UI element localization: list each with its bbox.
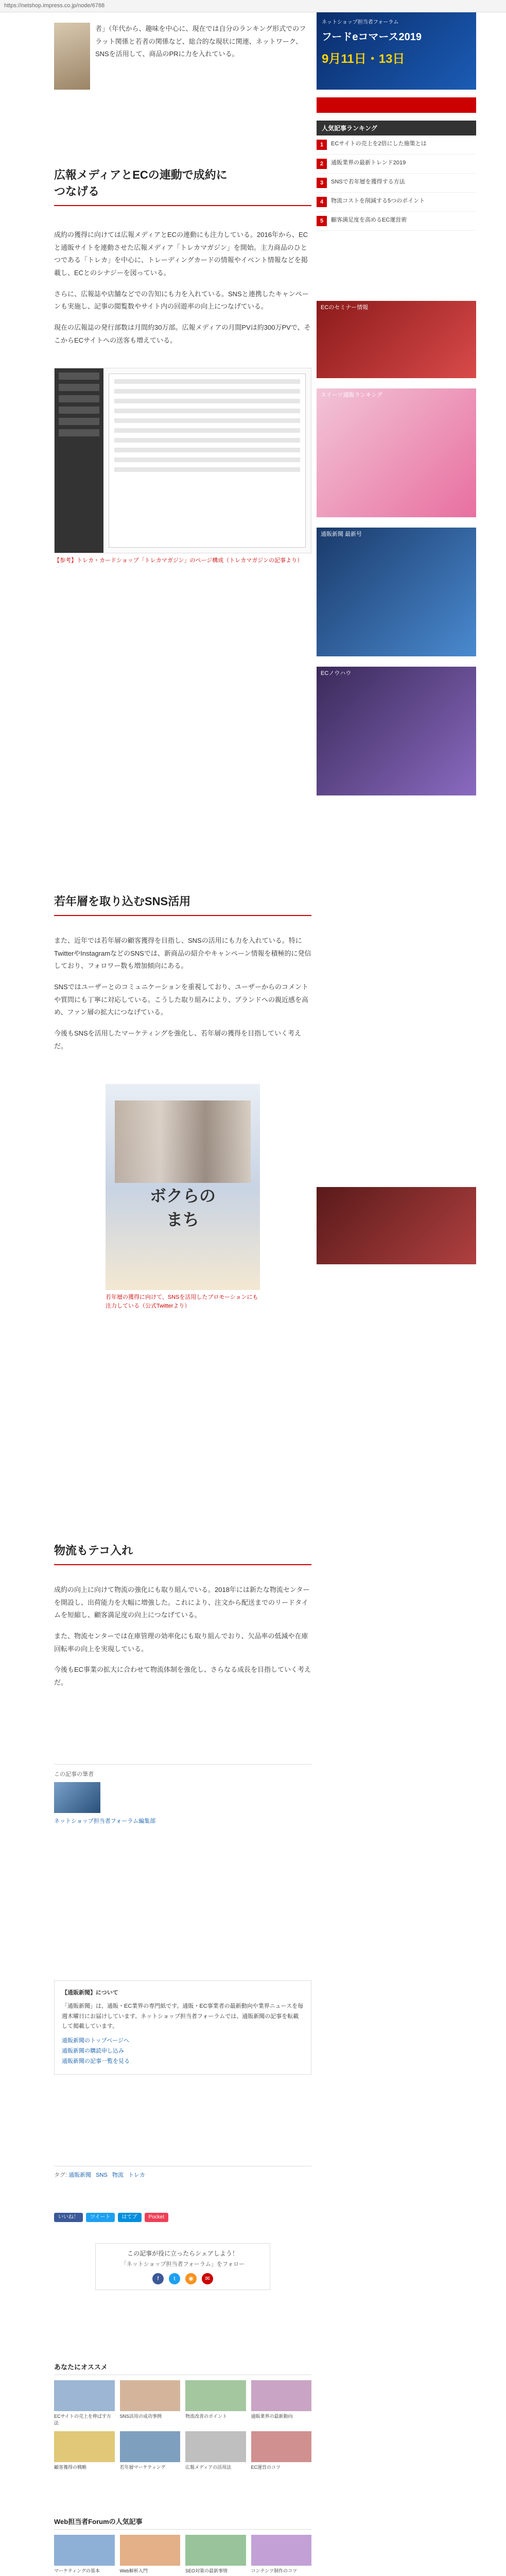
sidebar-ad-2[interactable]: スイーツ通販ランキング — [317, 388, 476, 517]
popular-item[interactable]: Web解析入門 — [120, 2535, 181, 2574]
ranking-item[interactable]: 1 ECサイトの売上を2倍にした施策とは — [317, 135, 476, 155]
sidebar-ad-5[interactable] — [317, 1187, 476, 1264]
recommend-item[interactable]: 若年層マーケティング — [120, 2431, 181, 2471]
publication-note — [54, 1980, 311, 2075]
ranking-title: 人気記事ランキング — [317, 121, 476, 135]
recommend-item[interactable]: SNS活用の成功事例 — [120, 2380, 181, 2426]
facebook-like-button[interactable]: いいね！ — [54, 2213, 83, 2222]
follow-box — [95, 2243, 270, 2290]
paragraph: また、物流センターでは在庫管理の効率化にも取り組んでおり、欠品率の低減や在庫回転率の向上を実現している。 — [54, 1632, 308, 1653]
sidebar-ad-1[interactable]: ECのセミナー情報 — [317, 301, 476, 378]
tag-link[interactable]: 通販新聞 — [68, 2172, 92, 2178]
author-name-link[interactable]: ネットショップ担当者フォーラム編集部 — [54, 1818, 156, 1824]
ranking-item[interactable]: 3 SNSで若年層を獲得する方法 — [317, 174, 476, 193]
banner-sub: フードeコマース2019 — [322, 31, 422, 43]
popular-item[interactable]: コンテンツ制作のコツ — [251, 2535, 312, 2574]
paragraph: 成約の向上に向けて物流の強化にも取り組んでいる。2018年には新たな物流センターを開設し、出荷能力を大幅に増強した。これにより、注文から配送までのリードタイムを短縮し、顧客満足度の向上につなげている。 — [54, 1586, 310, 1619]
recommend-item[interactable]: 顧客獲得の戦略 — [54, 2431, 115, 2471]
note-body: 「通販新聞」は、通販・EC業界の専門紙です。通販・EC事業者の最新動向や業界ニュースを毎週木曜日にお届けしています。ネットショップ担当者フォーラムでは、通販新聞の記事を転載して掲載しています。 — [62, 2003, 304, 2030]
ranking-box — [317, 121, 476, 231]
ranking-item[interactable]: 5 顧客満足度を高めるEC運営術 — [317, 212, 476, 231]
sidebar-ad-3[interactable]: 通販新聞 最新号 — [317, 528, 476, 656]
section1-title-line1: 広報メディアとECの連動で成約に — [54, 168, 228, 181]
grid-title: Web担当者Forumの人気記事 — [54, 2516, 311, 2530]
mock-sidebar — [55, 368, 103, 553]
follow-sub: 「ネットショップ担当者フォーラム」をフォロー — [120, 2261, 245, 2267]
thumbs — [54, 2380, 311, 2471]
recommend-item[interactable]: EC運営のコツ — [251, 2431, 312, 2471]
section1-caption: 【参考】トレカ・カードショップ「トレカマガジン」のページ構成（トレカマガジンの記事より） — [54, 557, 303, 564]
intro-text: 者」（年代から、趣味を中心に、現在では自分のランキング形式でのフラット関係と若者の関係など、総合的な現状に関連、ネットワーク、SNSを活用して、商品のPRに力を入れている。 — [95, 25, 306, 58]
recommend-item[interactable]: ECサイトの売上を伸ばす方法 — [54, 2380, 115, 2426]
tag-link[interactable]: SNS — [96, 2172, 108, 2178]
intro-image — [54, 23, 90, 90]
thumbs — [54, 2535, 311, 2574]
tag-link[interactable]: 物流 — [112, 2172, 124, 2178]
author-avatar[interactable] — [54, 1782, 100, 1813]
recommend-item[interactable]: 物流改善のポイント — [185, 2380, 246, 2426]
sidebar-ad-4[interactable]: ECノウハウ — [317, 667, 476, 795]
tweet-button[interactable]: ツイート — [86, 2213, 115, 2222]
popular-item[interactable]: マーケティングの基本 — [54, 2535, 115, 2574]
page — [0, 12, 506, 2576]
note-links — [62, 2036, 304, 2066]
section1-screenshot — [54, 368, 311, 553]
browser-url-bar[interactable] — [0, 0, 506, 12]
twitter-icon[interactable]: t — [169, 2273, 180, 2284]
poster-title: ボクらのまち — [149, 1185, 216, 1229]
popular-grid-webtan — [54, 2516, 311, 2574]
recommend-item[interactable]: 通販業界の最新動向 — [251, 2380, 312, 2426]
note-link[interactable]: 通販新聞のトップページへ — [62, 2038, 130, 2044]
paragraph: また、近年では若年層の顧客獲得を目指し、SNSの活用にも力を入れている。特にTwitterやInstagramなどのSNSでは、新商品の紹介やキャンペーン情報を積極的に発信しており、フォロワー数も増加傾向にある。 — [54, 937, 311, 970]
ranking-item[interactable]: 4 物流コストを削減する5つのポイント — [317, 193, 476, 212]
banner-title: ネットショップ担当者フォーラム — [322, 20, 399, 25]
intro-block — [54, 23, 311, 61]
paragraph: SNSではユーザーとのコミュニケーションを重視しており、ユーザーからのコメントや質問にも丁寧に対応している。こうした取り組みにより、ブランドへの親近感を高め、ファン層の拡大につなげている。 — [54, 983, 309, 1016]
share-row — [54, 2212, 311, 2223]
recommend-item[interactable]: 広報メディアの活用法 — [185, 2431, 246, 2471]
url-text: https://netshop.impress.co.jp/node/6788 — [4, 3, 105, 9]
follow-icons — [101, 2273, 265, 2284]
section2-body — [54, 935, 311, 1311]
follow-title: この記事が役に立ったらシェアしよう！ — [127, 2250, 238, 2257]
rss-icon[interactable]: ◉ — [185, 2273, 197, 2284]
note-link[interactable]: 通販新聞の記事一覧を見る — [62, 2058, 130, 2064]
ranking-item[interactable]: 2 通販業界の最新トレンド2019 — [317, 155, 476, 174]
section2-caption: 若年層の獲得に向けて、SNSを活用したプロモーションにも注力している（公式Twitterより） — [106, 1294, 258, 1310]
tags-label: タグ: — [54, 2172, 67, 2178]
paragraph: 成約の獲得に向けては広報メディアとECの連動にも注力している。2016年から、ECと通販サイトを連動させた広報メディア「トレカマガジン」を開始。主力商品のひとつである「トレカ」を中心に、トレーディングカードの情報やイベント情報などを掲載し、ECとのシナジーを図っている。 — [54, 231, 308, 277]
section2-poster — [106, 1084, 260, 1290]
section3-body — [54, 1584, 311, 1698]
popular-item[interactable]: SEO対策の最新事情 — [185, 2535, 246, 2574]
note-title: 【通販新聞】について — [62, 1990, 118, 1996]
pocket-button[interactable]: Pocket — [145, 2213, 169, 2222]
facebook-icon[interactable]: f — [152, 2273, 164, 2284]
poster-photo — [115, 1100, 251, 1183]
paragraph: 今後もSNSを活用したマーケティングを強化し、若年層の獲得を目指していく考えだ。 — [54, 1029, 302, 1050]
author-box — [54, 1764, 311, 1826]
section1-title-line2: つなげる — [54, 184, 100, 198]
tag-link[interactable]: トレカ — [128, 2172, 145, 2178]
sidebar-event-banner[interactable] — [317, 12, 476, 90]
section1-body — [54, 229, 311, 565]
sidebar-red-strip[interactable] — [317, 97, 476, 113]
tags-box — [54, 2166, 311, 2179]
author-label: この記事の筆者 — [54, 1771, 94, 1777]
paragraph: さらに、広報誌や店舗などでの告知にも力を入れている。SNSと連携したキャンペーンも実施し、記事の閲覧数やサイト内の回遊率の向上につなげている。 — [54, 290, 309, 311]
grid-title: あなたにオススメ — [54, 2362, 311, 2375]
paragraph: 現在の広報誌の発行部数は月間約30万部。広報メディアの月間PVは約300万PVで、そこからECサイトへの送客も増えている。 — [54, 324, 311, 344]
banner-date: 9月11日・13日 — [322, 52, 405, 66]
section2-title: 若年層を取り込むSNS活用 — [54, 893, 311, 916]
section1-title — [54, 167, 311, 206]
paragraph: 今後もEC事業の拡大に合わせて物流体制を強化し、さらなる成長を目指していく考えだ。 — [54, 1666, 311, 1687]
hatena-bookmark-button[interactable]: はてブ — [118, 2213, 142, 2222]
mail-icon[interactable]: ✉ — [202, 2273, 213, 2284]
section3-title: 物流もテコ入れ — [54, 1543, 311, 1565]
mock-content — [109, 374, 306, 548]
recommend-grid — [54, 2362, 311, 2471]
note-link[interactable]: 通販新聞の購読申し込み — [62, 2047, 124, 2054]
